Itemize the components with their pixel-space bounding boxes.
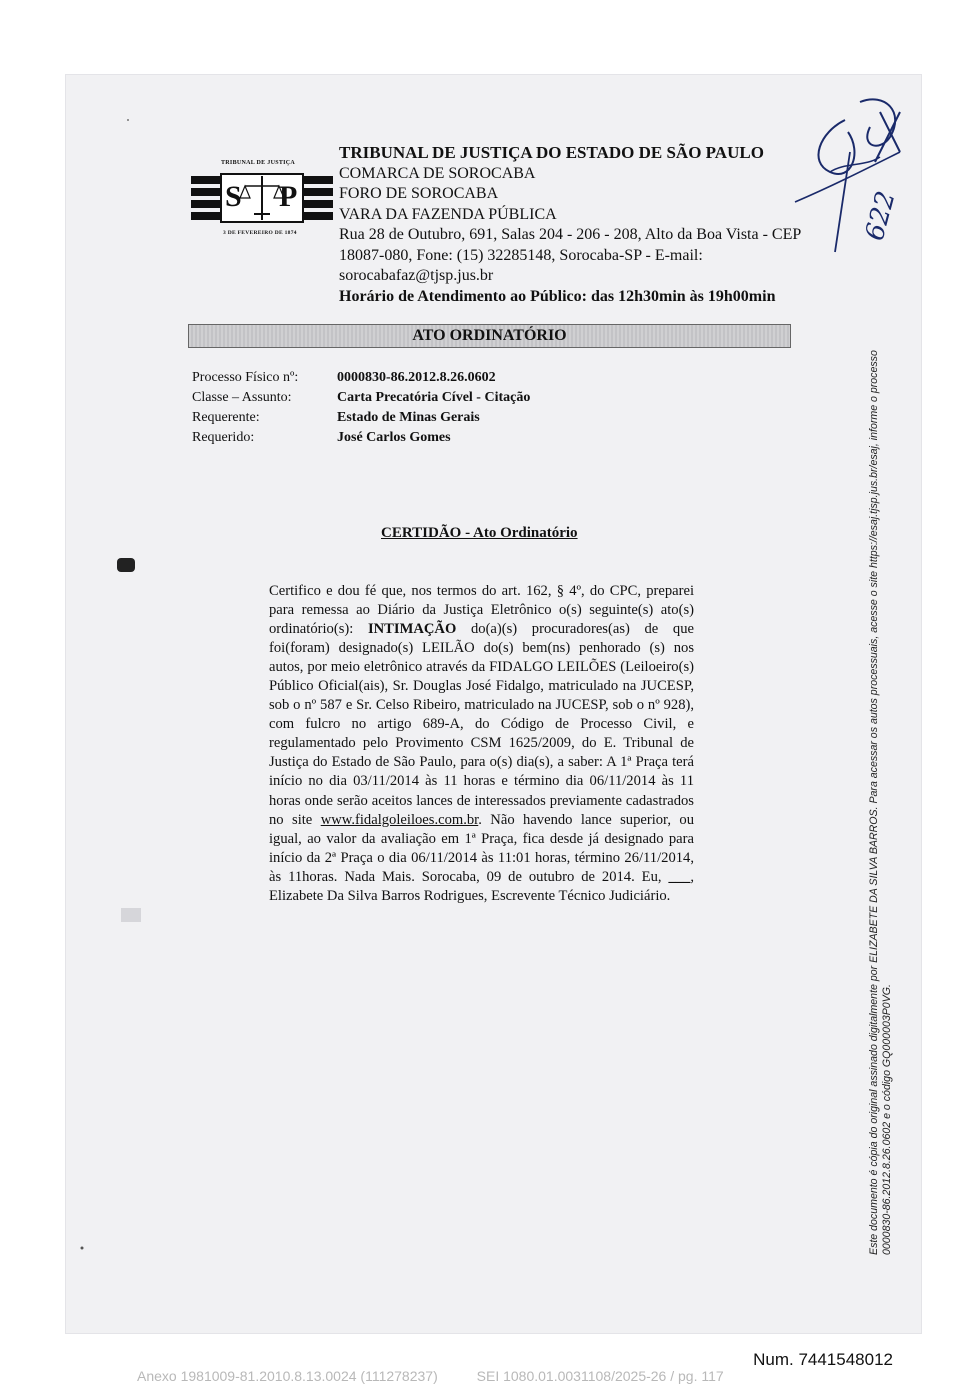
address-line-1: Rua 28 de Outubro, 691, Salas 204 - 206 - 208, Alto da Boa Vista - CEP <box>339 226 802 243</box>
sei-reference: SEI 1080.01.0031108/2025-26 / pg. 117 <box>476 1368 724 1384</box>
logo-top-text: TRIBUNAL DE JUSTIÇA <box>221 160 296 166</box>
logo-letter-p: P <box>279 180 298 213</box>
field-row-requerente <box>192 408 530 428</box>
handwritten-note: 622 <box>859 188 902 244</box>
logo-bottom-text: 3 DE FEVEREIRO DE 1874 <box>223 230 297 236</box>
court-header <box>339 143 829 307</box>
field-value: 0000830-86.2012.8.26.0602 <box>337 370 496 385</box>
handwritten-initials <box>790 92 920 262</box>
field-value: José Carlos Gomes <box>337 430 451 445</box>
field-row-processo <box>192 368 530 388</box>
comarca: COMARCA DE SOROCABA <box>339 164 536 182</box>
field-label: Requerente: <box>192 410 260 425</box>
field-label: Classe – Assunto: <box>192 390 292 405</box>
certidao-title: CERTIDÃO - Ato Ordinatório <box>381 525 578 541</box>
body-part-2: do(a)(s) procuradores(as) de que foi(foram) designado(s) LEILÃO do(s) bem(ns) penhorado (s) nos autos, por meio eletrônico através da FIDALGO LEILÕES (Leiloeiro(s) Público Oficial(ais), Sr. Douglas José Fidalgo, matriculado na JUCESP, sob o nº 587 e Sr. Celso Ribeiro, matriculado na JUCESP, sob o nº 928), com fulcro no artigo 689-A, do Código de Processo Civil, e regulamentado pelo Provimento CSM 1625/2009, do E. Tribunal de Justiça do Estado de São Paulo, para o(s) dia(s), a saber: A 1ª Praça terá início no dia 03/11/2014 às 11 horas e término dia 06/11/2014 às 11 horas onde serão aceitos lances de interessados previamente cadastrados no site <box>269 621 694 828</box>
field-row-classe <box>192 388 530 408</box>
email: sorocabafaz@tjsp.jus.br <box>339 267 494 284</box>
signature-blank: ___ <box>668 868 691 885</box>
court-logo <box>191 160 333 242</box>
foro: FORO DE SOROCABA <box>339 185 499 202</box>
stamp-line-2: 0000830-86.2012.8.26.0602 e o código GQ000003P0VG. <box>881 984 893 1255</box>
body-part-4: , Elizabete Da Silva Barros Rodrigues, Escrevente Técnico Judiciário. <box>269 868 694 904</box>
vara: VARA DA FAZENDA PÚBLICA <box>339 205 557 223</box>
footer-reference <box>137 1368 724 1384</box>
field-value: Estado de Minas Gerais <box>337 410 480 425</box>
body-part-1: Certifico e dou fé que, nos termos do art. 162, § 4º, do CPC, preparei para remessa ao Diário da Justiça Eletrônico o(s) seguinte(s) ato(s) ordinatório(s): <box>269 583 694 638</box>
body-emphasis: INTIMAÇÃO <box>367 621 457 638</box>
scales-of-justice-icon <box>191 170 333 228</box>
field-label: Processo Físico nº: <box>192 370 299 385</box>
digital-signature-stamp <box>868 350 894 1255</box>
field-row-requerido <box>192 428 530 448</box>
field-value: Carta Precatória Cível - Citação <box>337 390 531 405</box>
auction-site-link[interactable]: www.fidalgoleiloes.com.br <box>320 811 479 828</box>
address-line-2: 18087-080, Fone: (15) 32285148, Sorocaba-SP - E-mail: <box>339 246 703 264</box>
document-title: ATO ORDINATÓRIO <box>188 324 791 348</box>
document-number: Num. 7441548012 <box>753 1350 893 1369</box>
logo-letter-s: S <box>225 180 242 213</box>
certidao-body <box>269 582 694 906</box>
body-part-3: . Não havendo lance superior, ou igual, ao valor da avaliação em 1ª Praça, fica desde já designado para início da 2ª Praça o dia 06/11/2014 às 11:01 horas, término 26/11/2014, às 11horas. Nada Mais. Sorocaba, 09 de outubro de 2014. Eu, <box>269 811 694 885</box>
process-fields <box>192 368 530 448</box>
anexo-reference: Anexo 1981009-81.2010.8.13.0024 (111278237) <box>137 1368 438 1384</box>
stamp-line-1: Este documento é cópia do original assinado digitalmente por ELIZABETE DA SILVA BARROS. Para acessar os autos processuais, acesse o site https://esaj.tjsp.jus.br/esaj, informe o processo <box>868 350 880 1255</box>
court-name: TRIBUNAL DE JUSTIÇA DO ESTADO DE SÃO PAULO <box>339 143 764 162</box>
office-hours: Horário de Atendimento ao Público: das 12h30min às 19h00min <box>339 287 776 305</box>
field-label: Requerido: <box>192 430 255 445</box>
